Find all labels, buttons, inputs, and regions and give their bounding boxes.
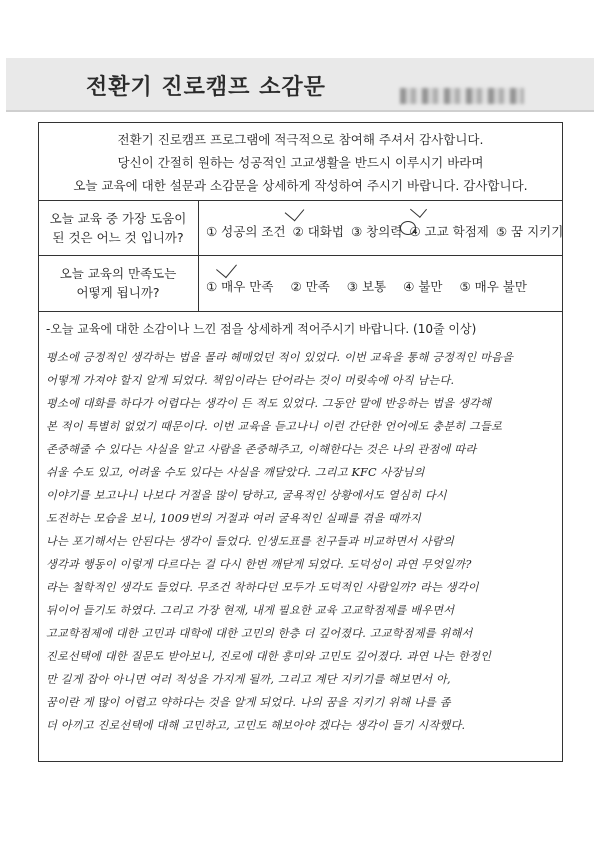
essay-line: 진로선택에 대한 질문도 받아보니, 진로에 대한 흥미와 고민도 깊어졌다. 과연 나는 한정인 bbox=[46, 650, 492, 663]
column-divider bbox=[198, 200, 199, 311]
essay-line: 어떻게 가져야 할지 알게 되었다. 책임이라는 단어라는 것이 머릿속에 아직 남는다. bbox=[46, 374, 455, 387]
question-2-label-line-1: 오늘 교육의 만족도는 bbox=[59, 266, 177, 281]
question-1-options bbox=[206, 222, 570, 240]
q1-option-1[interactable]: ① 성공의 조건 bbox=[206, 224, 286, 239]
question-1-label bbox=[40, 209, 196, 247]
essay-line: 뒤이어 들기도 하였다. 그리고 가장 현재, 내게 필요한 교육 고교학점제를 배우면서 bbox=[46, 604, 455, 617]
document-title: 전환기 진로캠프 소감문 bbox=[86, 75, 326, 100]
question-1-label-line-1: 오늘 교육 중 가장 도움이 bbox=[49, 211, 187, 226]
essay-line: 꿈이란 게 많이 어렵고 약하다는 것을 알게 되었다. 나의 꿈을 지키기 위해 나를 좀 bbox=[46, 696, 451, 709]
essay-line: 만 길게 잡아 아니면 여러 적성을 가지게 될까, 그리고 계단 지키기를 해보면서 아, bbox=[46, 673, 451, 686]
intro-line-1: 전환기 진로캠프 프로그램에 적극적으로 참여해 주셔서 감사합니다. bbox=[117, 132, 484, 147]
essay-line: 평소에 대화를 하다가 어렵다는 생각이 든 적도 있었다. 그동안 말에 반응하는 법을 생각해 bbox=[46, 397, 492, 410]
question-2-label bbox=[40, 264, 196, 302]
essay-line: 라는 철학적인 생각도 들었다. 무조건 착하다던 모두가 도덕적인 사람일까? 라는 생각이 bbox=[46, 581, 479, 594]
q1-option-5[interactable]: ⑤ 꿈 지키기 bbox=[495, 224, 564, 239]
redacted-name bbox=[400, 88, 524, 104]
divider bbox=[38, 200, 563, 201]
essay-line: 고교학점제에 대한 고민과 대학에 대한 고민의 한층 더 깊어졌다. 고교학점제를 위해서 bbox=[46, 627, 473, 640]
circle-mark-icon bbox=[400, 221, 416, 235]
essay-line: 생각과 행동이 이렇게 다르다는 걸 다시 한번 깨닫게 되었다. 도덕성이 과연 무엇일까? bbox=[46, 558, 472, 571]
essay-line: 쉬울 수도 있고, 어려울 수도 있다는 사실을 깨달았다. 그리고 KFC 사장님의 bbox=[46, 466, 425, 479]
essay-line: 더 아끼고 진로선택에 대해 고민하고, 고민도 해보아야 겠다는 생각이 들기 시작했다. bbox=[46, 719, 466, 732]
question-1-label-line-2: 된 것은 어느 것 입니까? bbox=[52, 230, 184, 245]
intro-line-3: 오늘 교육에 대한 설문과 소감문을 상세하게 작성하여 주시기 바랍니다. 감사합니다. bbox=[73, 178, 528, 193]
q2-option-4[interactable]: ④ 불만 bbox=[403, 279, 443, 294]
essay-line: 도전하는 모습을 보니, 1009번의 거절과 여러 굴욕적인 실패를 겪을 때까지 bbox=[46, 512, 422, 525]
question-2-options bbox=[206, 277, 544, 295]
essay-line: 본 적이 특별히 없었기 때문이다. 이번 교육을 듣고나니 이런 간단한 언어에도 충분히 그들로 bbox=[46, 420, 503, 433]
essay-line: 평소에 긍정적인 생각하는 법을 몰라 헤매었던 적이 있었다. 이번 교육을 통해 긍정적인 마음을 bbox=[46, 351, 514, 364]
essay-prompt: -오늘 교육에 대한 소감이나 느낀 점을 상세하게 적어주시기 바랍니다. (10줄 이상) bbox=[46, 322, 477, 336]
q2-option-3[interactable]: ③ 보통 bbox=[346, 279, 387, 294]
essay-line: 존중해줄 수 있다는 사실을 알고 사람을 존중해주고, 이해한다는 것은 나의 관점에 따라 bbox=[46, 443, 477, 456]
essay-line: 나는 포기해서는 안된다는 생각이 들었다. 인생도표를 친구들과 비교하면서 사람의 bbox=[46, 535, 455, 548]
intro-text bbox=[38, 128, 563, 197]
q1-option-4[interactable]: ④ 고교 학점제 bbox=[409, 224, 489, 239]
q2-option-5[interactable]: ⑤ 매우 불만 bbox=[459, 279, 527, 294]
q2-option-2[interactable]: ② 만족 bbox=[290, 279, 330, 294]
q2-option-1[interactable]: ① 매우 만족 bbox=[206, 279, 274, 294]
q1-option-3[interactable]: ③ 창의력 bbox=[350, 224, 403, 239]
question-2-label-line-2: 어떻게 됩니까? bbox=[76, 285, 160, 300]
q1-option-2[interactable]: ② 대화법 bbox=[292, 224, 344, 239]
divider bbox=[38, 311, 563, 312]
essay-line: 이야기를 보고나니 나보다 거절을 많이 당하고, 굴욕적인 상황에서도 열심히 다시 bbox=[46, 489, 447, 502]
intro-line-2: 당신이 간절히 원하는 성공적인 고교생활을 반드시 이루시기 바라며 bbox=[117, 155, 484, 170]
divider bbox=[38, 255, 563, 256]
